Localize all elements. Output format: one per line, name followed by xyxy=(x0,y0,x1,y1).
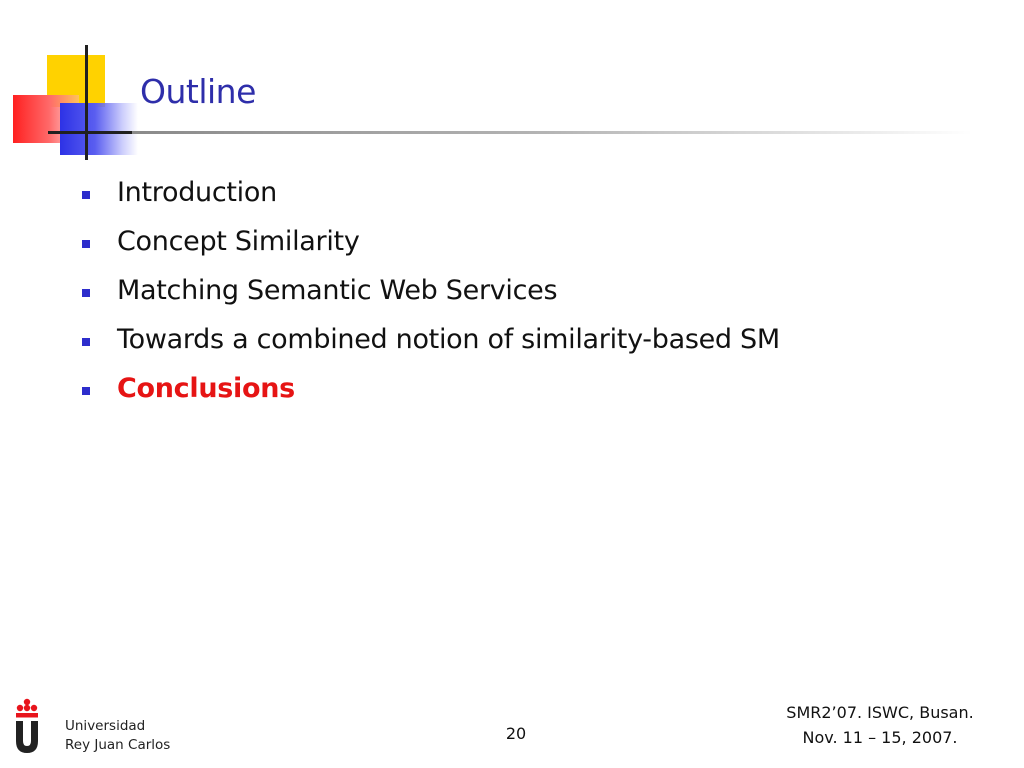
ornament-vertical-line xyxy=(85,45,88,160)
university-name xyxy=(65,717,170,755)
ornament-blue-square xyxy=(60,103,138,155)
square-bullet-icon xyxy=(82,289,90,297)
square-bullet-icon xyxy=(82,240,90,248)
university-name-line2: Rey Juan Carlos xyxy=(65,737,171,753)
university-name-line1: Universidad xyxy=(65,718,146,734)
title-underline xyxy=(132,131,972,134)
slide-title: Outline xyxy=(140,72,256,111)
university-logo-icon xyxy=(12,697,62,757)
university-logo xyxy=(12,697,172,757)
square-bullet-icon xyxy=(82,387,90,395)
conference-info xyxy=(760,700,1000,750)
outline-item-label: Introduction xyxy=(117,177,277,208)
outline-item-label: Concept Similarity xyxy=(117,226,360,257)
page-number: 20 xyxy=(505,724,527,743)
square-bullet-icon xyxy=(82,191,90,199)
square-bullet-icon xyxy=(82,338,90,346)
ornament-horizontal-line xyxy=(48,131,132,134)
outline-item-label: Towards a combined notion of similarity-based SM xyxy=(117,324,780,355)
outline-item-label: Matching Semantic Web Services xyxy=(117,275,558,306)
conference-line-1: SMR2’07. ISWC, Busan. xyxy=(786,703,974,722)
outline-item-label: Conclusions xyxy=(117,373,295,404)
conference-line-2: Nov. 11 – 15, 2007. xyxy=(802,728,958,747)
corner-ornament xyxy=(0,0,150,170)
